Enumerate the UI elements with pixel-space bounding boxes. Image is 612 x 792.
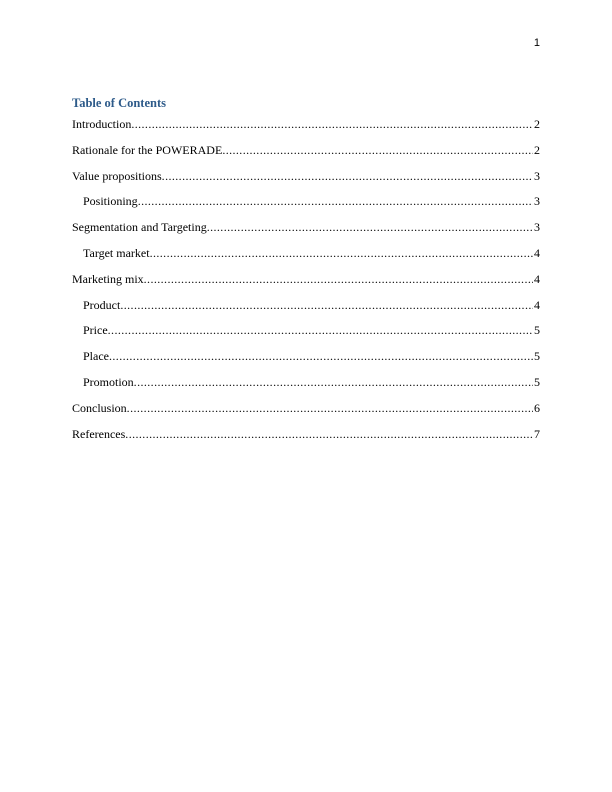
toc-entry-label: Segmentation and Targeting	[72, 220, 207, 235]
toc-entry[interactable]	[72, 401, 540, 427]
toc-dot-leader	[127, 401, 533, 415]
toc-entry-label: Conclusion	[72, 400, 127, 415]
toc-entry-page: 5	[534, 323, 540, 338]
toc-dot-leader	[150, 246, 533, 260]
toc-dot-leader	[109, 349, 533, 363]
toc-dot-leader	[222, 143, 533, 157]
toc-dot-leader	[162, 169, 533, 183]
toc-title: Table of Contents	[72, 96, 166, 110]
toc-entry-label: Marketing mix	[72, 271, 144, 286]
toc-entry[interactable]	[72, 220, 540, 246]
toc-dot-leader	[144, 272, 533, 286]
toc-entry-page: 4	[534, 271, 540, 286]
toc-entry-page: 2	[534, 117, 540, 131]
toc-dot-leader	[134, 375, 533, 389]
toc-entry[interactable]	[72, 375, 540, 401]
toc-entry-label: Introduction	[72, 117, 132, 131]
toc-entry[interactable]	[72, 272, 540, 298]
toc-dot-leader	[120, 298, 533, 312]
table-of-contents	[72, 95, 540, 452]
toc-entry-label: Place	[83, 349, 109, 364]
toc-entry-label: References	[72, 426, 126, 441]
toc-entry-label: Rationale for the POWERADE	[72, 142, 223, 157]
toc-entry-page: 3	[534, 194, 540, 209]
toc-entry-page: 7	[534, 426, 540, 441]
toc-entry[interactable]	[72, 298, 540, 324]
toc-entry-page: 4	[534, 297, 540, 312]
toc-entry-label: Value propositions	[72, 168, 162, 183]
toc-entry-page: 4	[534, 245, 540, 260]
toc-dot-leader	[138, 194, 533, 208]
toc-entry-page: 3	[534, 168, 540, 183]
toc-entry[interactable]	[72, 323, 540, 349]
toc-entry-page: 5	[534, 374, 540, 389]
toc-entry-label: Positioning	[83, 194, 138, 209]
toc-entry[interactable]	[72, 143, 540, 169]
toc-entry-page: 5	[534, 349, 540, 364]
toc-entry[interactable]	[72, 194, 540, 220]
toc-dot-leader	[207, 220, 533, 234]
toc-entry[interactable]	[72, 169, 540, 195]
toc-entry-page: 2	[534, 142, 540, 157]
toc-entry[interactable]	[72, 117, 540, 143]
toc-entry-label: Product	[83, 297, 121, 312]
toc-entry-page: 6	[534, 400, 540, 415]
toc-entry[interactable]	[72, 246, 540, 272]
toc-entry-page: 3	[534, 220, 540, 235]
toc-entry-label: Target market	[83, 245, 150, 260]
toc-entry[interactable]	[72, 349, 540, 375]
toc-entry-label: Promotion	[83, 374, 134, 389]
toc-list	[72, 117, 540, 452]
toc-dot-leader	[131, 117, 533, 131]
toc-dot-leader	[108, 323, 533, 337]
toc-dot-leader	[125, 427, 533, 441]
toc-entry-label: Price	[83, 323, 108, 338]
toc-entry[interactable]	[72, 427, 540, 453]
page-number: 1	[533, 37, 540, 49]
